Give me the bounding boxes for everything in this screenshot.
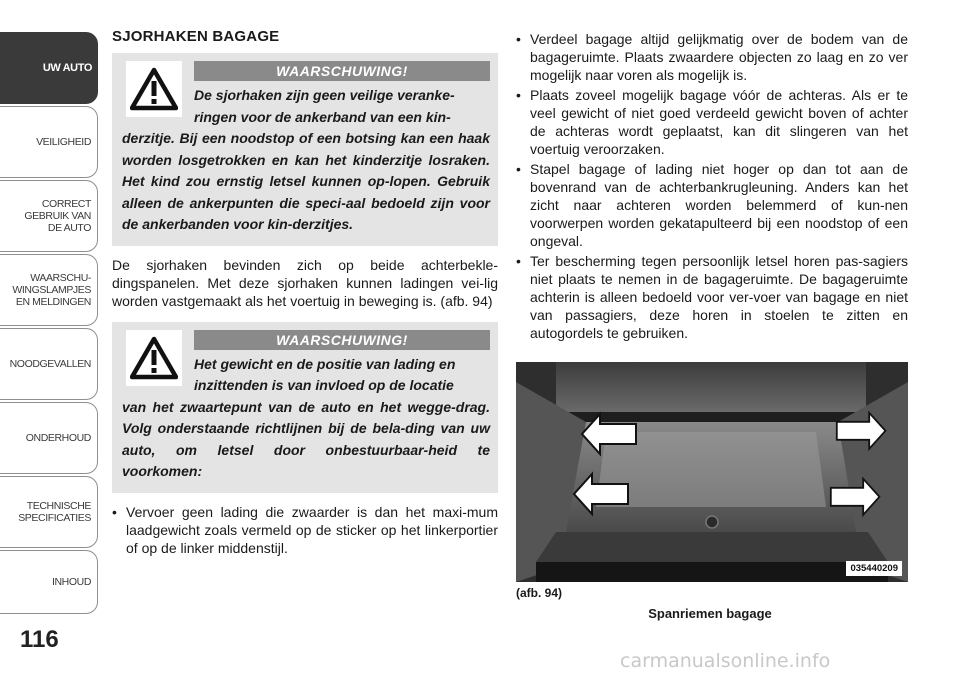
tab-label: ONDERHOUD (25, 432, 91, 444)
chapter-tabs (0, 0, 98, 678)
cargo-area-photo (516, 362, 908, 582)
warning-heading: WAARSCHUWING! (194, 61, 490, 81)
page-number: 116 (20, 626, 59, 653)
tab-label: TECHNISCHE SPECIFICATIES (18, 500, 91, 524)
tab-label: CORRECT GEBRUIK VAN DE AUTO (24, 198, 91, 234)
list-item: • Plaats zoveel mogelijk bagage vóór de achteras. Als er te veel gewicht of niet goed verdeeld gewicht boven of achter de achteras wordt geplaatst, kan dit slingeren van het voertuig veroorzaken. (516, 86, 908, 158)
warning-line: ringen voor de ankerband van een kin- (194, 108, 451, 125)
figure-label: (afb. 94) (516, 586, 563, 600)
tab-veiligheid[interactable] (0, 106, 98, 178)
warning-triangle-icon (126, 61, 182, 117)
tab-label: VEILIGHEID (36, 136, 91, 148)
warning-body: derzitje. Bij een noodstop of een botsing kan een haak worden losgetrokken en kan het kinderzitje losraken. Het kind zou ernstig letsel kunnen op-lopen. Gebruik alleen de ankerpunten die speci-aal bedoeld zijn voor de ankerbanden voor kin-derzitjes. (122, 130, 490, 232)
tab-label: INHOUD (51, 576, 91, 588)
tab-inhoud[interactable] (0, 550, 98, 614)
tab-label: NOODGEVALLEN (9, 358, 91, 370)
figure-code: 035440209 (846, 561, 902, 576)
bullet-list (516, 30, 908, 342)
right-column (516, 30, 908, 344)
warning-box (112, 53, 498, 246)
figure-caption: Spanriemen bagage (648, 606, 772, 621)
tab-uw-auto[interactable] (0, 32, 98, 104)
list-item: • Stapel bagage of lading niet hoger op dan tot aan de bovenrand van de achterbankrugleuning. Anders kan het zicht naar achteren worden belemmerd of kun-nen voorwerpen worden gekatapulteerd bij een noodstop of een ongeval. (516, 160, 908, 250)
warning-line: De sjorhaken zijn geen veilige veranke- (194, 87, 455, 103)
tab-correct-gebruik[interactable] (0, 180, 98, 252)
left-column (112, 28, 498, 559)
warning-line: inzittenden is van invloed op de locatie (194, 377, 454, 393)
list-item: • Verdeel bagage altijd gelijkmatig over de bodem van de bagageruimte. Plaats zwaardere objecten zo laag en zo ver mogelijk naar voren als mogelijk is. (516, 30, 908, 84)
tab-onderhoud[interactable] (0, 402, 98, 474)
section-title: SJORHAKEN BAGAGE (112, 28, 280, 45)
tab-label: UW AUTO (42, 62, 92, 74)
warning-line: Het gewicht en de positie van lading en (194, 355, 456, 372)
warning-triangle-icon (126, 330, 182, 386)
watermark: carmanualsonline.info (620, 650, 831, 672)
list-item: • Ter bescherming tegen persoonlijk letsel horen pas-sagiers niet plaats te nemen in de bagageruimte. De bagageruimte achterin is alleen bedoeld voor ver-voer van bagage en niet van passagiers, deze horen in stoelen te zitten en autogordels te gebruiken. (516, 252, 908, 342)
tab-technische-specificaties[interactable] (0, 476, 98, 548)
warning-heading: WAARSCHUWING! (194, 330, 490, 350)
list-item: • Vervoer geen lading die zwaarder is dan het maxi-mum laadgewicht zoals vermeld op de sticker op het linkerportier of op de linker middenstijl. (112, 503, 498, 557)
warning-box (112, 322, 498, 493)
tab-waarschuwingslampjes[interactable] (0, 254, 98, 326)
tab-noodgevallen[interactable] (0, 328, 98, 400)
body-paragraph: De sjorhaken bevinden zich op beide achterbekle-dingspanelen. Met deze sjorhaken kunnen ladingen vei-lig worden vastgemaakt als het voertuig in beweging is. (afb. 94) (112, 256, 498, 309)
warning-body: van het zwaartepunt van de auto en het wegge-drag. Volg onderstaande richtlijnen bij de bela-ding van uw auto, om letsel door onbestuurbaar-heid te voorkomen: (122, 398, 490, 479)
bullet-list (112, 503, 498, 557)
tab-label: WAARSCHU- WINGSLAMPJES EN MELDINGEN (12, 272, 91, 308)
